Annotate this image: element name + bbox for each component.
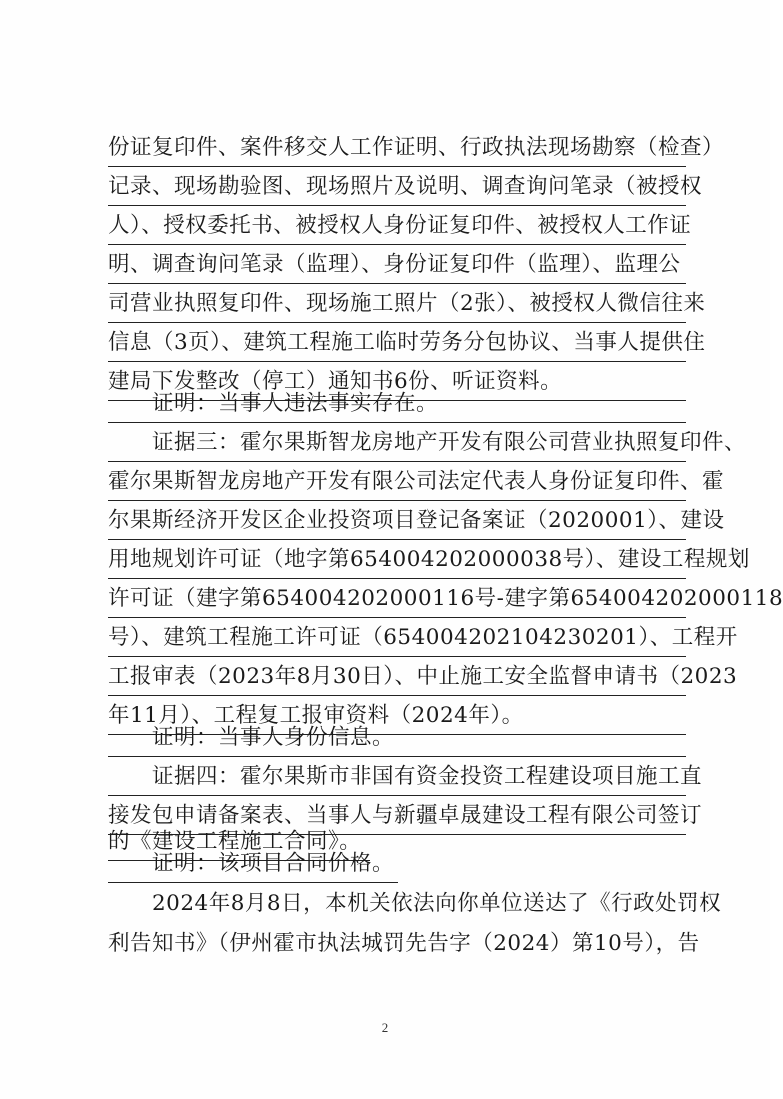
text-line: 工报审表（2023年8月30日）、中止施工安全监督申请书（2023 bbox=[108, 659, 686, 696]
text-line: 建局下发整改（停工）通知书6份、听证资料。 bbox=[108, 364, 686, 401]
proof-line: 证明：当事人违法事实存在。 bbox=[108, 386, 686, 423]
evidence-heading-line: 证据三：霍尔果斯智龙房地产开发有限公司营业执照复印件、 bbox=[108, 425, 686, 462]
text-line: 的《建设工程施工合同》。 bbox=[108, 829, 362, 854]
underline-rule bbox=[108, 882, 398, 883]
text-line: 霍尔果斯智龙房地产开发有限公司法定代表人身份证复印件、霍 bbox=[108, 464, 686, 501]
text-line: 尔果斯经济开发区企业投资项目登记备案证（2020001）、建设 bbox=[108, 503, 686, 540]
text-line: 用地规划许可证（地字第654004202000038号）、建设工程规划 bbox=[108, 542, 686, 579]
text-line: 信息（3页）、建筑工程施工临时劳务分包协议、当事人提供住 bbox=[108, 325, 686, 362]
evidence-heading-line: 证据四：霍尔果斯市非国有资金投资工程建设项目施工直 bbox=[108, 759, 686, 796]
text-line: 司营业执照复印件、现场施工照片（2张）、被授权人微信往来 bbox=[108, 286, 686, 323]
text-line: 记录、现场勘验图、现场照片及说明、调查询问笔录（被授权 bbox=[108, 169, 686, 206]
text-line: 人）、授权委托书、被授权人身份证复印件、被授权人工作证 bbox=[108, 208, 686, 245]
proof-line: 证明：当事人身份信息。 bbox=[108, 720, 686, 757]
text-line: 号）、建筑工程施工许可证（654004202104230201）、工程开 bbox=[108, 620, 686, 657]
text-line: 年11月）、工程复工报审资料（2024年）。 bbox=[108, 698, 686, 735]
paragraph-line: 2024年8月8日，本机关依法向你单位送达了《行政处罚权 bbox=[152, 891, 722, 916]
text-line: 明、调查询问笔录（监理）、身份证复印件（监理）、监理公 bbox=[108, 247, 686, 284]
text-line: 接发包申请备案表、当事人与新疆卓晟建设工程有限公司签订 bbox=[108, 798, 686, 835]
text-line: 利告知书》（伊州霍市执法城罚先告字（2024）第10号），告 bbox=[108, 931, 700, 956]
text-line: 许可证（建字第654004202000116号-建字第654004202000118 bbox=[108, 581, 686, 618]
proof-line: 证明：该项目合同价格。 bbox=[152, 851, 395, 876]
text-line: 份证复印件、案件移交人工作证明、行政执法现场勘察（检查） bbox=[108, 130, 686, 167]
page-number: 2 bbox=[381, 1020, 389, 1035]
